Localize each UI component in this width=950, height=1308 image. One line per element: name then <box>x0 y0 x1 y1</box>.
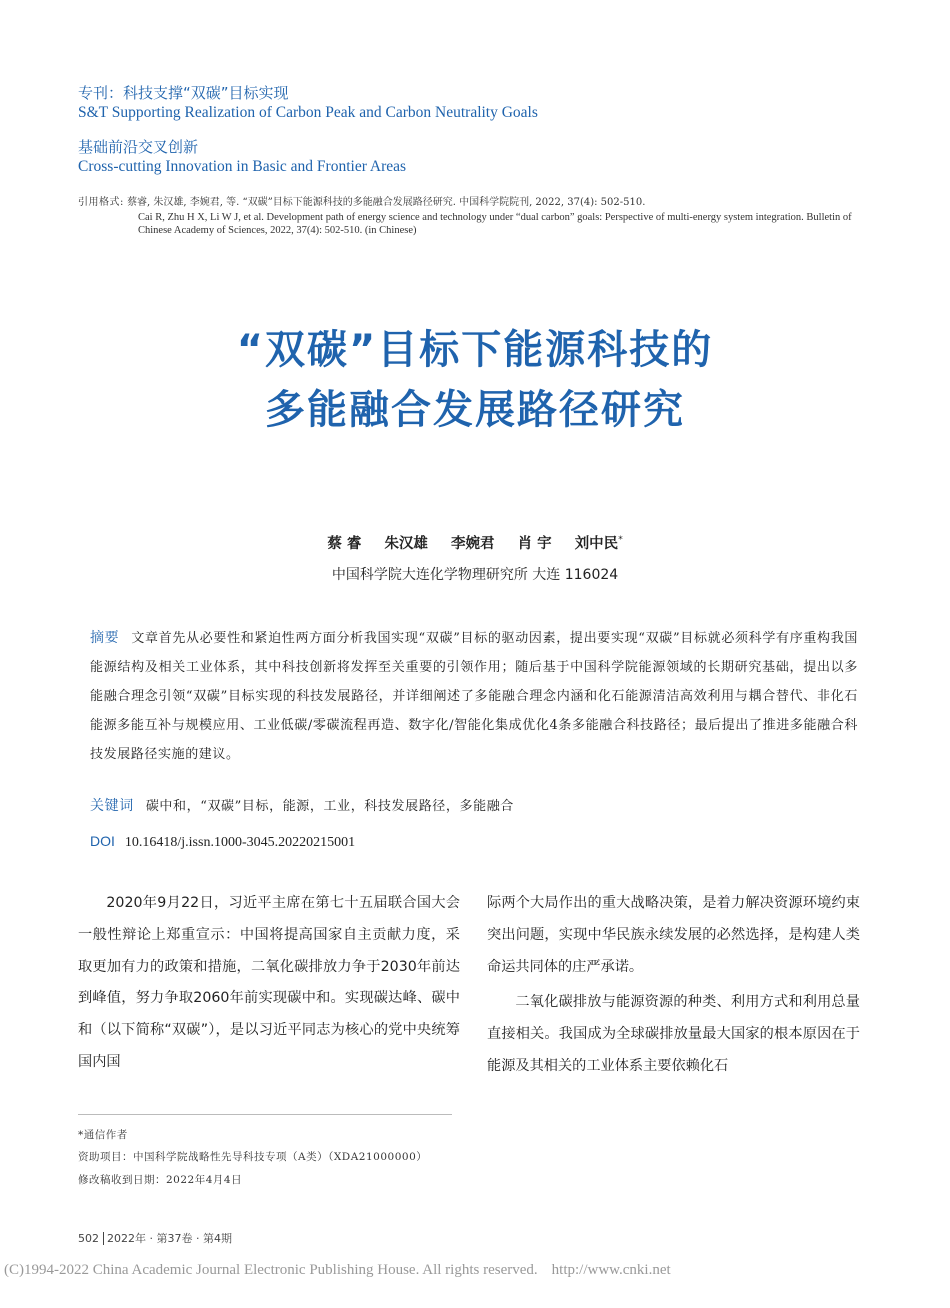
abstract-text: 文章首先从必要性和紧迫性两方面分析我国实现“双碳”目标的驱动因素，提出要实现“双碳”目标就必须科学有序重构我国能源结构及相关工业体系，其中科技创新将发挥至关重要的引领作用；随后基于中国科学院能源领域的长期研究基础，提出以多能融合理念引领“双碳”目标实现的科技发展路径，并详细阐述了多能融合理念内涵和化石能源清洁高效利用与耦合替代、非化石能源多能互补与规模应用、工业低碳/零碳流程再造、数字化/智能化集成优化4条多能融合科技路径；最后提出了推进多能融合科技发展路径实施的建议。 <box>90 631 858 762</box>
body-column-right <box>487 888 860 1083</box>
section-title-zh: 基础前沿交叉创新 <box>78 138 199 156</box>
author: 朱汉雄 <box>384 536 428 552</box>
body-column-left <box>78 888 460 1079</box>
body-paragraph: 二氧化碳排放与能源资源的种类、利用方式和利用总量直接相关。我国成为全球碳排放量最大国家的根本原因在于能源及其相关的工业体系主要依赖化石 <box>487 994 860 1074</box>
copyright-url[interactable]: http://www.cnki.net <box>551 1262 671 1278</box>
body-paragraph: 2020年9月22日，习近平主席在第七十五届联合国大会一般性辩论上郑重宣示：中国将提高国家自主贡献力度，采取更加有力的政策和措施，二氧化碳排放力争于2030年前达到峰值，努力争取2060年前实现碳中和。实现碳达峰、碳中和（以下简称“双碳”），是以习近平同志为核心的党中央统筹国内国 <box>78 895 460 1070</box>
article-title-line2: 多能融合发展路径研究 <box>265 387 685 433</box>
footnote-received: 修改稿收到日期：2022年4月4日 <box>78 1174 243 1186</box>
citation-zh-text: 蔡睿, 朱汉雄, 李婉君, 等. “双碳”目标下能源科技的多能融合发展路径研究. 中国科学院院刊, 2022, 37(4): 502-510. <box>127 197 646 208</box>
body-paragraph: 际两个大局作出的重大战略决策，是着力解决资源环境约束突出问题，实现中华民族永续发展的必然选择，是构建人类命运共同体的庄严承诺。 <box>487 895 860 975</box>
abstract <box>90 624 858 769</box>
footnote-divider <box>78 1114 452 1115</box>
doi <box>90 833 355 851</box>
keywords <box>90 795 858 815</box>
footnote-funding: 资助项目：中国科学院战略性先导科技专项（A类）（XDA21000000） <box>78 1151 428 1163</box>
doi-label: DOI <box>90 833 115 849</box>
section-title-en: Cross-cutting Innovation in Basic and Frontier Areas <box>78 158 407 175</box>
doi-value[interactable]: 10.16418/j.issn.1000-3045.20220215001 <box>124 835 356 850</box>
corresponding-mark: * <box>618 535 623 546</box>
author-corresponding: 刘中民* <box>574 535 623 552</box>
page-number: 502 <box>78 1232 104 1245</box>
author-list <box>0 532 950 553</box>
abstract-label: 摘要 <box>90 630 120 646</box>
keywords-text: 碳中和，“双碳”目标，能源，工业，科技发展路径，多能融合 <box>145 799 514 814</box>
column-title-en: S&T Supporting Realization of Carbon Peak and Carbon Neutrality Goals <box>78 104 538 121</box>
author: 蔡 睿 <box>327 536 362 552</box>
citation-zh <box>78 196 868 209</box>
affiliation: 中国科学院大连化学物理研究所 大连 116024 <box>331 567 619 583</box>
author: 李婉君 <box>451 536 495 552</box>
author: 肖 宇 <box>517 536 552 552</box>
copyright-text: (C)1994-2022 China Academic Journal Electronic Publishing House. All rights reserved. <box>4 1262 538 1278</box>
issue-info: 2022年 · 第37卷 · 第4期 <box>107 1232 232 1245</box>
keywords-label: 关键词 <box>90 798 134 814</box>
article-title-line1: “双碳”目标下能源科技的 <box>236 327 714 373</box>
column-title-zh: 专刊：科技支撑“双碳”目标实现 <box>78 84 289 102</box>
page-footer <box>78 1230 232 1246</box>
footnote-corresponding: *通信作者 <box>78 1129 128 1141</box>
copyright-line <box>4 1262 944 1279</box>
citation-label: 引用格式: <box>78 197 124 208</box>
citation-en: Cai R, Zhu H X, Li W J, et al. Development path of energy science and technology under “dual carbon” goals: Perspective of multi-energy system integration. Bulletin of Chinese Academy of Sciences, 2022, 37(4): 502-510. (in Chinese) <box>138 212 852 236</box>
